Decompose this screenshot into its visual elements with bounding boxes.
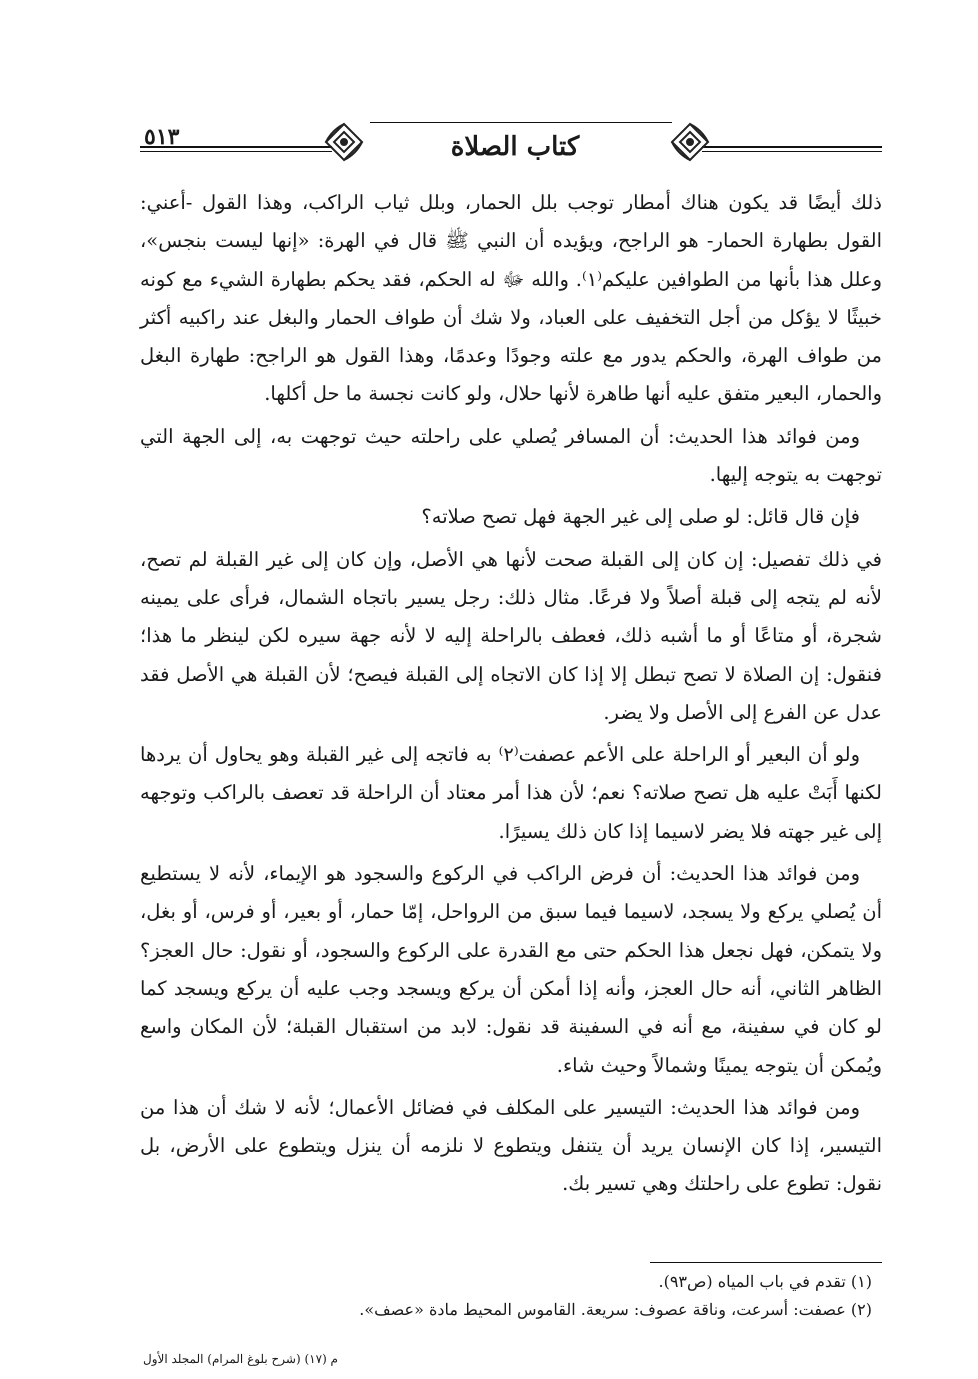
header-rule-left-thin bbox=[140, 151, 332, 152]
paragraph: ذلك أيضًا قد يكون هناك أمطار توجب بلل الحمار، وبلل ثياب الراكب، وهذا القول -أعني: القول بطهارة الحمار- هو الراجح، ويؤيده أن النبي ﷺ قال في الهرة: «إنها ليست بنجس»، وعلل هذا بأنها من الطوافين عليكم⁽١⁾. والله ﷻ له الحكم، فقد يحكم بطهارة الشيء مع كونه خبيثًا لا يؤكل من أجل التخفيف على العباد، ولا شك أن طواف الحمار والبغل عند راكبيه أكثر من طواف الهرة، والحكم يدور مع علته وجودًا وعدمًا، وهذا القول هو الراجح: طهارة البغل والحمار، البعير متفق عليه أنها طاهرة لأنها حلال، ولو كانت نجسة ما حل أكلها. bbox=[140, 191, 882, 406]
paragraph: ومن فوائد هذا الحديث: أن فرض الراكب في الركوع والسجود هو الإيماء، لأنه لا يستطيع أن يُصلي يركع ولا يسجد، لاسيما فيما سبق من الرواحل، إمّا حمار، أو بعير، أو فرس، أو بغل، ولا يتمكن، فهل نجعل هذا الحكم حتى مع القدرة على الركوع والسجود، أو نقول: حال العجز؟ الظاهر الثاني، أنه حال العجز، وأنه إذا أمكن أن يركع ويسجد وجب عليه أن يركع ويسجد كما لو كان في سفينة، مع أنه في السفينة قد نقول: لابد من استقبال القبلة؛ لأن المكان واسع ويُمكن أن يتوجه يمينًا وشمالاً وحيث شاء. bbox=[140, 862, 882, 1077]
ornament-icon bbox=[668, 120, 712, 164]
footnote-divider bbox=[650, 1262, 882, 1263]
paragraph: في ذلك تفصيل: إن كان إلى القبلة صحت لأنها هي الأصل، وإن كان إلى غير القبلة لم تصح، لأنه لم يتجه إلى قبلة أصلاً ولا فرعًا. مثال ذلك: رجل يسير باتجاه الشمال، فرأى على يمينه شجرة، أو متاعًا أو ما أشبه ذلك، فعطف بالراحلة إليه لا لأنه جهة سيره لكن لينظر ما هذا؛ فنقول: إن الصلاة لا تصح تبطل إلا إذا كان الاتجاه إلى القبلة فيصح؛ لأن القبلة هي الأصل فقد عدل عن الفرع إلى الأصل ولا يضر. bbox=[140, 547, 882, 724]
paragraph: فإن قال قائل: لو صلى إلى غير الجهة فهل تصح صلاته؟ bbox=[421, 505, 860, 529]
ornament-icon bbox=[322, 120, 366, 164]
footnote: (٢) عصفت: أسرعت، وناقة عصوف: سريعة. القاموس المحيط مادة «عصف». bbox=[359, 1300, 872, 1319]
paragraph: ولو أن البعير أو الراحلة على الأعم عصفت⁽٢⁾ به فاتجه إلى غير القبلة وهو يحاول أن يردها لكنها أَبَتْ عليه هل تصح صلاته؟ نعم؛ لأن هذا أمر معتاد أن الراحلة قد تعصف بالراكب وتوجهه إلى غير جهته فلا يضر لاسيما إذا كان ذلك يسيرًا. bbox=[140, 743, 882, 843]
header-rule-right bbox=[702, 146, 882, 148]
page-header bbox=[140, 118, 882, 170]
header-rule-top bbox=[370, 122, 672, 123]
page-signature: م (١٧) (شرح بلوغ المرام) المجلد الأول bbox=[143, 1352, 338, 1366]
page-number: ٥١٣ bbox=[144, 124, 180, 150]
footnotes bbox=[140, 1268, 882, 1324]
paragraph: ومن فوائد هذا الحديث: أن المسافر يُصلي على راحلته حيث توجهت به، إلى الجهة التي توجهت به يتوجه إليها. bbox=[140, 424, 882, 487]
paragraph: ومن فوائد هذا الحديث: التيسير على المكلف في فضائل الأعمال؛ لأنه لا شك أن هذا من التيسير، إذا كان الإنسان يريد أن يتنفل ويتطوع لا نلزمه أن ينزل ويتطوع على الأرض، بل نقول: تطوع على راحلتك وهي تسير بك. bbox=[140, 1095, 882, 1196]
footnote: (١) تقدم في باب المياه (ص٩٣). bbox=[658, 1272, 872, 1291]
chapter-title: كتاب الصلاة bbox=[450, 132, 580, 162]
main-text bbox=[140, 184, 882, 1204]
header-rule-right-thin bbox=[702, 151, 882, 152]
